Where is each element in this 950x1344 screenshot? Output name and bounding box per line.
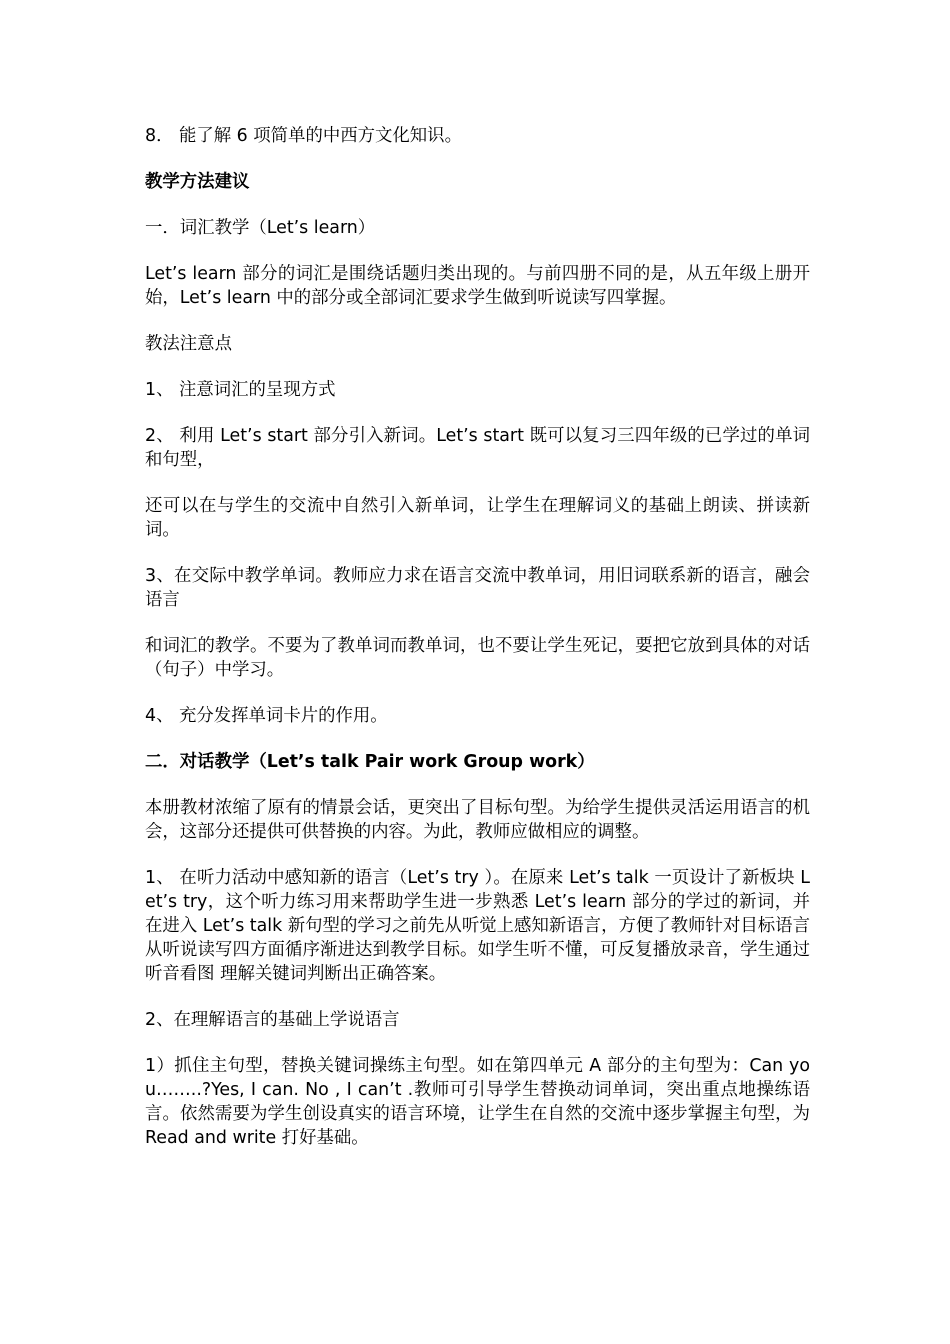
note-4: 4、 充分发挥单词卡片的作用。	[145, 706, 388, 726]
note-3: 3、在交际中教学单词。教师应力求在语言交流中教单词，用旧词联系新的语言，融会语言	[145, 566, 810, 610]
section-1-vocabulary-heading: 一．词汇教学（Let’s learn）	[145, 218, 376, 238]
heading-teaching-methods: 教学方法建议	[145, 172, 250, 192]
dialogue-point-2: 2、在理解语言的基础上学说语言	[145, 1010, 400, 1030]
note-3-continued: 和词汇的教学。不要为了教单词而教单词，也不要让学生死记，要把它放到具体的对话（句子）中学习。	[145, 636, 810, 680]
note-2: 2、 利用 Let’s start 部分引入新词。Let’s start 既可以复习三四年级的已学过的单词和句型，	[145, 426, 810, 470]
note-1: 1、 注意词汇的呈现方式	[145, 380, 336, 400]
dialogue-point-2-sub-1: 1）抓住主句型，替换关键词操练主句型。如在第四单元 A 部分的主句型为：Can you……..?Yes, I can. No , I can’t .教师可引导学生替换动词单词，突出重点地操练语言。依然需要为学生创设真实的语言环境，让学生在自然的交流中逐步掌握主句型，为 Read and write 打好基础。	[145, 1056, 810, 1148]
teaching-notes-heading: 教法注意点	[145, 334, 232, 354]
dialogue-point-1: 1、 在听力活动中感知新的语言（Let’s try ）。在原来 Let’s talk 一页设计了新板块 Let’s try，这个听力练习用来帮助学生进一步熟悉 Let’s learn 部分的学过的新词，并在进入 Let’s talk 新句型的学习之前先从听觉上感知新语言，方便了教师针对目标语言从听说读写四方面循序渐进达到教学目标。如学生听不懂，可反复播放录音，学生通过听音看图 理解关键词判断出正确答案。	[145, 868, 810, 984]
document-page	[145, 124, 810, 1172]
vocabulary-intro-paragraph: Let’s learn 部分的词汇是围绕话题归类出现的。与前四册不同的是，从五年级上册开始，Let’s learn 中的部分或全部词汇要求学生做到听说读写四掌握。	[145, 264, 810, 308]
item-8-culture: 8． 能了解 6 项简单的中西方文化知识。	[145, 126, 462, 146]
section-2-dialogue-heading: 二．对话教学（Let’s talk Pair work Group work）	[145, 752, 595, 772]
dialogue-intro-paragraph: 本册教材浓缩了原有的情景会话，更突出了目标句型。为给学生提供灵活运用语言的机会，这部分还提供可供替换的内容。为此，教师应做相应的调整。	[145, 798, 810, 842]
note-2-continued: 还可以在与学生的交流中自然引入新单词，让学生在理解词义的基础上朗读、拼读新词。	[145, 496, 810, 540]
